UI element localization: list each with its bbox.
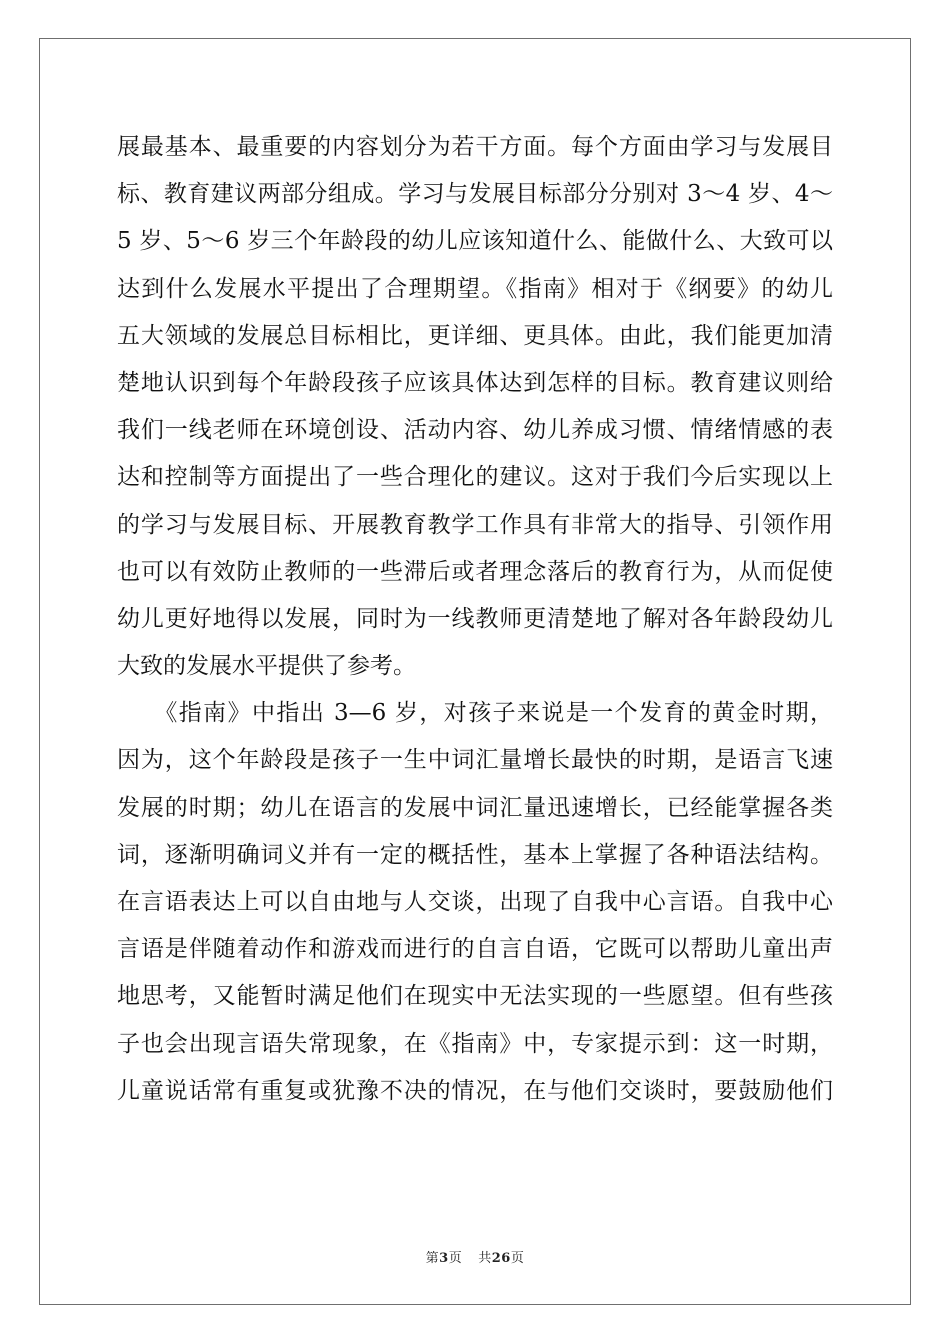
text-line: 儿童说话常有重复或犹豫不决的情况，在与他们交谈时，要鼓励他们	[117, 1077, 833, 1104]
total-prefix: 共	[478, 1251, 492, 1266]
text-line: 词，逐渐明确词义并有一定的概括性，基本上掌握了各种语法结构。	[117, 841, 833, 868]
text-line: 因为，这个年龄段是孩子一生中词汇量增长最快的时期，是语言飞速	[117, 747, 833, 774]
page-prefix: 第	[425, 1251, 440, 1266]
text-line: 达和控制等方面提出了一些合理化的建议。这对于我们今后实现以上	[117, 464, 833, 491]
text-line: 展最基本、最重要的内容划分为若干方面。每个方面由学习与发展目	[117, 134, 833, 160]
total-page-number: 26	[491, 1251, 511, 1266]
text-line: 楚地认识到每个年龄段孩子应该具体达到怎样的目标。教育建议则给	[117, 369, 833, 396]
total-unit: 页	[510, 1251, 525, 1266]
text-line: 我们一线老师在环境创设、活动内容、幼儿养成习惯、情绪情感的表	[117, 417, 833, 444]
text-line: 5 岁、5～6 岁三个年龄段的幼儿应该知道什么、能做什么、大致可以	[117, 228, 833, 255]
text-line: 的学习与发展目标、开展教育教学工作具有非常大的指导、引领作用	[117, 511, 833, 538]
text-line: 言语是伴随着动作和游戏而进行的自言自语，它既可以帮助儿童出声	[117, 936, 833, 963]
text-line: 标、教育建议两部分组成。学习与发展目标部分分别对 3～4 岁、4～	[117, 181, 833, 208]
paragraph-1	[117, 124, 833, 690]
text-line: 地思考，又能暂时满足他们在现实中无法实现的一些愿望。但有些孩	[117, 983, 833, 1010]
text-line: 五大领域的发展总目标相比，更详细、更具体。由此，我们能更加清	[117, 322, 833, 349]
text-line: 幼儿更好地得以发展，同时为一线教师更清楚地了解对各年龄段幼儿	[117, 605, 833, 632]
paragraph-2	[117, 690, 833, 1115]
text-line: 大致的发展水平提供了参考。	[117, 653, 416, 680]
current-page-number: 3	[439, 1251, 449, 1266]
text-line: 《指南》中指出 3—6 岁，对孩子来说是一个发育的黄金时期，	[117, 700, 833, 727]
text-line: 子也会出现言语失常现象，在《指南》中，专家提示到：这一时期，	[117, 1030, 833, 1057]
page-unit: 页	[448, 1251, 463, 1266]
page-footer	[0, 1247, 950, 1266]
text-line: 发展的时期；幼儿在语言的发展中词汇量迅速增长，已经能掌握各类	[117, 794, 833, 821]
text-line: 达到什么发展水平提出了合理期望。《指南》相对于《纲要》的幼儿	[117, 275, 833, 302]
text-line: 在言语表达上可以自由地与人交谈，出现了自我中心言语。自我中心	[117, 889, 833, 915]
body-text	[117, 124, 833, 1115]
text-line: 也可以有效防止教师的一些滞后或者理念落后的教育行为，从而促使	[117, 558, 833, 585]
